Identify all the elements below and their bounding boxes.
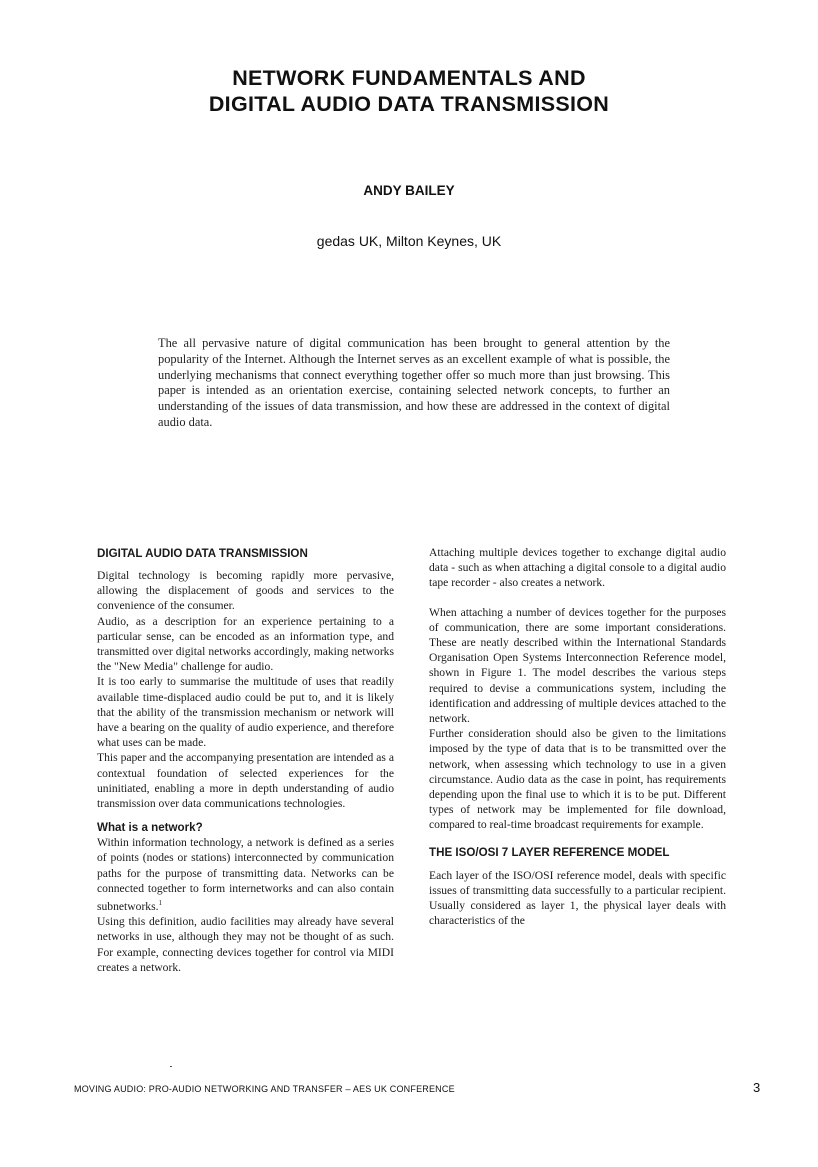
scan-speck	[170, 1066, 172, 1067]
title-line-1: NETWORK FUNDAMENTALS AND	[232, 66, 586, 90]
paragraph: When attaching a number of devices together for the purposes of communication, there are some important considerations. These are neatly described within the International Standards Organisation Open Systems Interconnection Reference model, shown in Figure 1. The model describes the various steps required to devise a communications system, including the identification and addressing of multiple devices attached to the network.	[429, 605, 726, 726]
section-heading-iso-osi: THE ISO/OSI 7 LAYER REFERENCE MODEL	[429, 845, 670, 859]
paragraph: Using this definition, audio facilities may already have several networks in use, although they may not be thought of as such. For example, connecting devices together for control via MIDI creates a network.	[97, 915, 394, 974]
page-number: 3	[753, 1080, 761, 1095]
section-heading-digital-audio: DIGITAL AUDIO DATA TRANSMISSION	[97, 547, 308, 560]
author-affiliation: gedas UK, Milton Keynes, UK	[316, 233, 502, 249]
paragraph: It is too early to summarise the multitude of uses that readily available time-displaced audio could be put to, and it is likely that the ability of the transmission mechanism or network will have a bearing on the quality of audio experience, and therefore what uses can be made.	[97, 675, 394, 750]
abstract: The all pervasive nature of digital communication has been brought to general attention by the popularity of the Internet. Although the Internet serves as an excellent example of what is possible, the underlying mechanisms that connect everything together offer so much more than just browsing. This paper is intended as an orientation exercise, containing selected network concepts, to further an understanding of the issues of data transmission, and how these are addressed in the context of digital audio data.	[158, 336, 670, 429]
paper-title	[0, 65, 818, 117]
paragraph: This paper and the accompanying presentation are intended as a contextual foundation of selected experiences for the uninitiated, enabling a more in depth understanding of audio transmission over data communications technologies.	[97, 751, 394, 811]
paragraph: Digital technology is becoming rapidly more pervasive, allowing the displacement of goods and services to the convenience of the consumer.	[97, 569, 394, 613]
paragraph: Further consideration should also be given to the limitations imposed by the type of data that is to be transmitted over the network, when assessing which technology to use in a given circumstance. Audio data as the case in point, has requirements depending upon the final use to which it is to be put. Different types of network may be implemented for file download, compared to real-time broadcast requirements for example.	[429, 727, 726, 832]
title-line-2: DIGITAL AUDIO DATA TRANSMISSION	[208, 92, 610, 116]
paragraph	[97, 835, 394, 914]
left-column	[97, 546, 394, 975]
paragraph: Each layer of the ISO/OSI reference model, deals with specific issues of transmitting data successfully to a particular recipient. Usually considered as layer 1, the physical layer deals with characteristics of the	[429, 868, 726, 928]
paragraph: Attaching multiple devices together to exchange digital audio data - such as when attaching a digital console to a digital audio tape recorder - also creates a network.	[429, 546, 726, 590]
paragraph: Audio, as a description for an experience pertaining to a particular sense, can be encoded as an information type, and transmitted over digital networks accordingly, making networks the "New Media" challenge for audio.	[97, 614, 394, 674]
paragraph-text: Within information technology, a network is defined as a series of points (nodes or stations) interconnected by communication paths for the purpose of transmitting data. Networks can be connected together to form internetworks and can also contain subnetworks.	[97, 836, 394, 913]
author-name: ANDY BAILEY	[363, 183, 455, 198]
footnote-marker: 1	[158, 899, 163, 908]
right-column	[429, 545, 726, 928]
running-footer: MOVING AUDIO: PRO-AUDIO NETWORKING AND TRANSFER – AES UK CONFERENCE	[74, 1084, 455, 1094]
subsection-heading-what-is-network: What is a network?	[97, 821, 203, 835]
